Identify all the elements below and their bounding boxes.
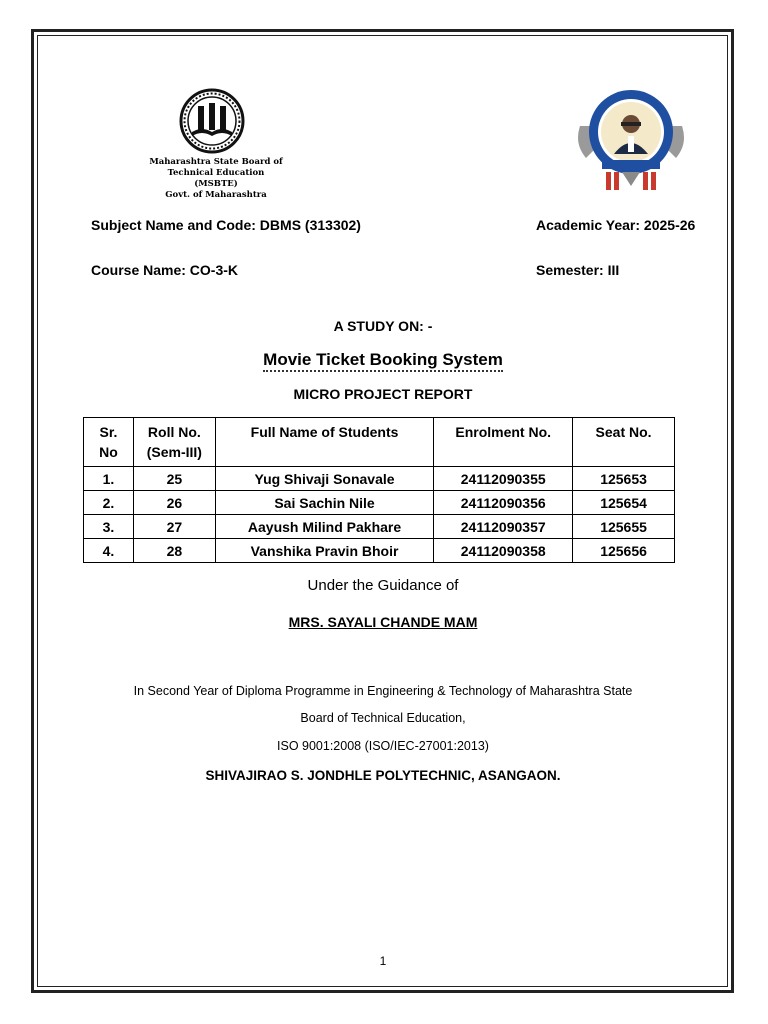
guide-name [40,614,726,630]
cell-enrolment-no: 24112090357 [434,515,573,539]
programme-line-1: In Second Year of Diploma Programme in Engineering & Technology of Maharashtra State [133,684,633,698]
table-header-row [84,418,675,467]
study-heading: A STUDY ON: - [333,318,433,334]
cell-full-name: Aayush Milind Pakhare [215,515,433,539]
cell-roll-no: 25 [133,467,215,491]
msbte-caption-line: Technical Education [167,168,265,178]
table-row [84,491,675,515]
cell-full-name: Yug Shivaji Sonavale [215,467,433,491]
cell-sr-no: 2. [84,491,134,515]
cell-roll-no: 26 [133,491,215,515]
cell-full-name: Sai Sachin Nile [215,491,433,515]
college-logo [572,86,690,196]
iso-certification: ISO 9001:2008 (ISO/IEC-27001:2013) [277,739,489,753]
cell-enrolment-no: 24112090356 [434,491,573,515]
cell-sr-no: 1. [84,467,134,491]
course-name: Course Name: CO-3-K [91,262,239,278]
header-enrolment-no: Enrolment No. [434,418,573,467]
msbte-caption-line: Govt. of Maharashtra [165,190,267,200]
cell-enrolment-no: 24112090358 [434,539,573,563]
table-row [84,539,675,563]
college-crest-icon [572,86,690,196]
cell-sr-no: 3. [84,515,134,539]
academic-year: Academic Year: 2025-26 [536,217,696,233]
guidance-label: Under the Guidance of [307,577,459,594]
project-title-text: Movie Ticket Booking System [263,350,503,372]
header-full-name: Full Name of Students [215,418,433,467]
cell-seat-no: 125654 [573,491,675,515]
semester: Semester: III [536,262,620,278]
header-seat-no: Seat No. [573,418,675,467]
page-number: 1 [379,954,387,968]
header-sr-no: Sr. No [84,418,134,467]
cell-roll-no: 28 [133,539,215,563]
header-roll-no: Roll No. (Sem-III) [133,418,215,467]
programme-line-2: Board of Technical Education, [300,711,466,725]
cell-seat-no: 125655 [573,515,675,539]
table-row [84,515,675,539]
subject-name-code: Subject Name and Code: DBMS (313302) [91,217,361,233]
msbte-caption-line: Maharashtra State Board of [149,157,283,167]
cell-seat-no: 125656 [573,539,675,563]
table-row [84,467,675,491]
cell-sr-no: 4. [84,539,134,563]
guide-name-text: MRS. SAYALI CHANDE MAM [288,614,478,630]
msbte-caption-line: (MSBTE) [194,179,238,189]
cell-roll-no: 27 [133,515,215,539]
students-table [83,417,675,563]
college-name: SHIVAJIRAO S. JONDHLE POLYTECHNIC, ASANGAON. [205,768,561,783]
cell-full-name: Vanshika Pravin Bhoir [215,539,433,563]
cell-enrolment-no: 24112090355 [434,467,573,491]
msbte-logo [136,88,296,204]
report-type: MICRO PROJECT REPORT [293,386,473,402]
msbte-emblem-icon [162,88,262,154]
project-title [40,350,726,370]
cell-seat-no: 125653 [573,467,675,491]
